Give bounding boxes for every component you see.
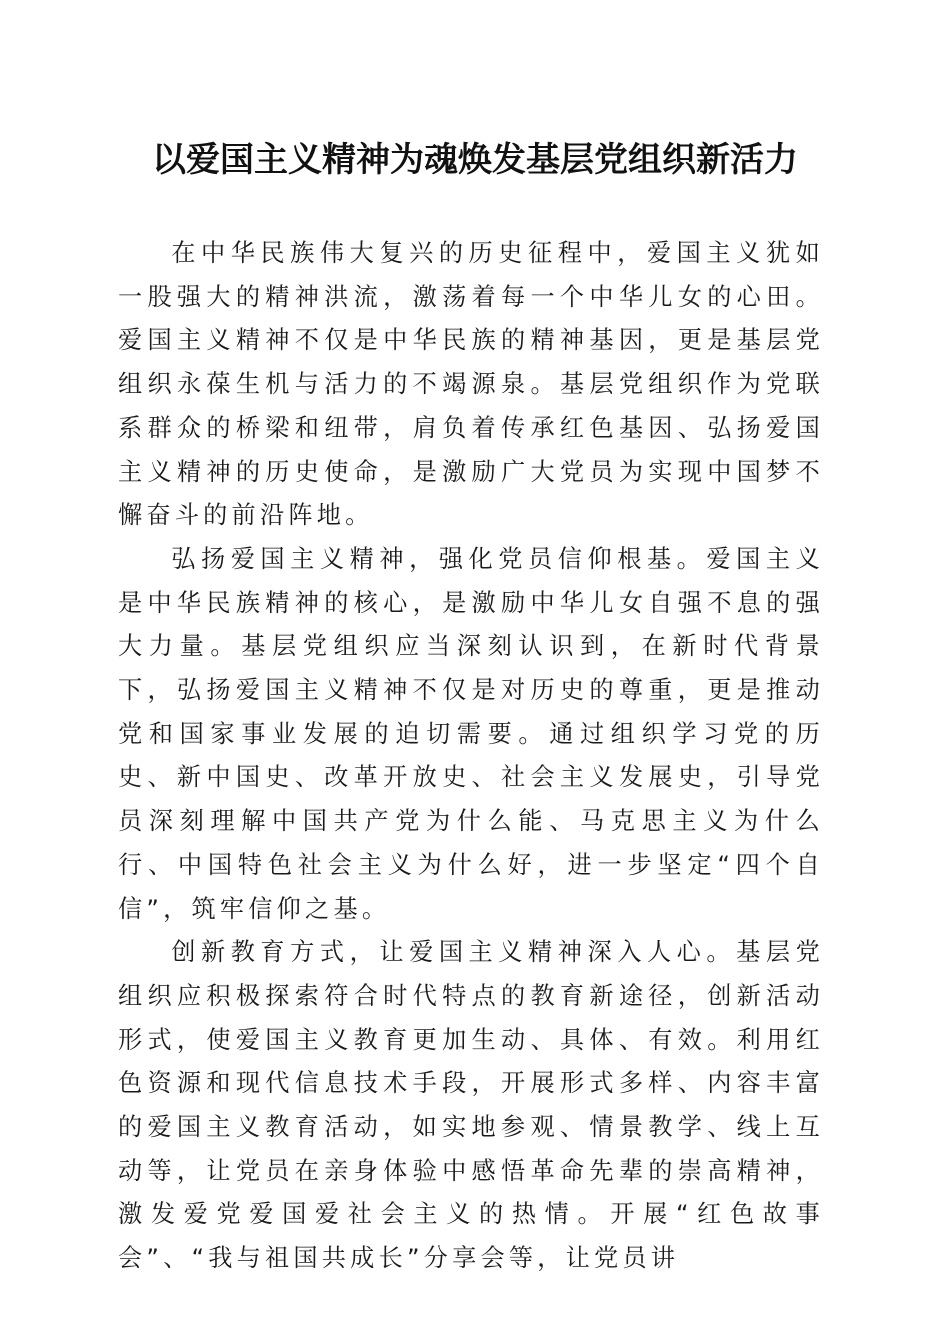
- paragraph: 在中华民族伟大复兴的历史征程中，爱国主义犹如一股强大的精神洪流，激荡着每一个中华儿女的心田。爱国主义精神不仅是中华民族的精神基因，更是基层党组织永葆生机与活力的不竭源泉。基层党组织作为党联系群众的桥梁和纽带，肩负着传承红色基因、弘扬爱国主义精神的历史使命，是激励广大党员为实现中国梦不懈奋斗的前沿阵地。: [118, 239, 824, 530]
- paragraph: 弘扬爱国主义精神，强化党员信仰根基。爱国主义是中华民族精神的核心，是激励中华儿女自强不息的强大力量。基层党组织应当深刻认识到，在新时代背景下，弘扬爱国主义精神不仅是对历史的尊重，更是推动党和国家事业发展的迫切需要。通过组织学习党的历史、新中国史、改革开放史、社会主义发展史，引导党员深刻理解中国共产党为什么能、马克思主义为什么行、中国特色社会主义为什么好，进一步坚定“四个自信”，筑牢信仰之基。: [118, 544, 824, 923]
- document-title: 以爱国主义精神为魂焕发基层党组织新活力: [152, 140, 798, 180]
- document-body: [118, 232, 824, 1281]
- paragraph: 创新教育方式，让爱国主义精神深入人心。基层党组织应积极探索符合时代特点的教育新途径，创新活动形式，使爱国主义教育更加生动、具体、有效。利用红色资源和现代信息技术手段，开展形式多样、内容丰富的爱国主义教育活动，如实地参观、情景教学、线上互动等，让党员在亲身体验中感悟革命先辈的崇高精神，激发爱党爱国爱社会主义的热情。开展“红色故事会”、“我与祖国共成长”分享会等，让党员讲: [118, 938, 824, 1273]
